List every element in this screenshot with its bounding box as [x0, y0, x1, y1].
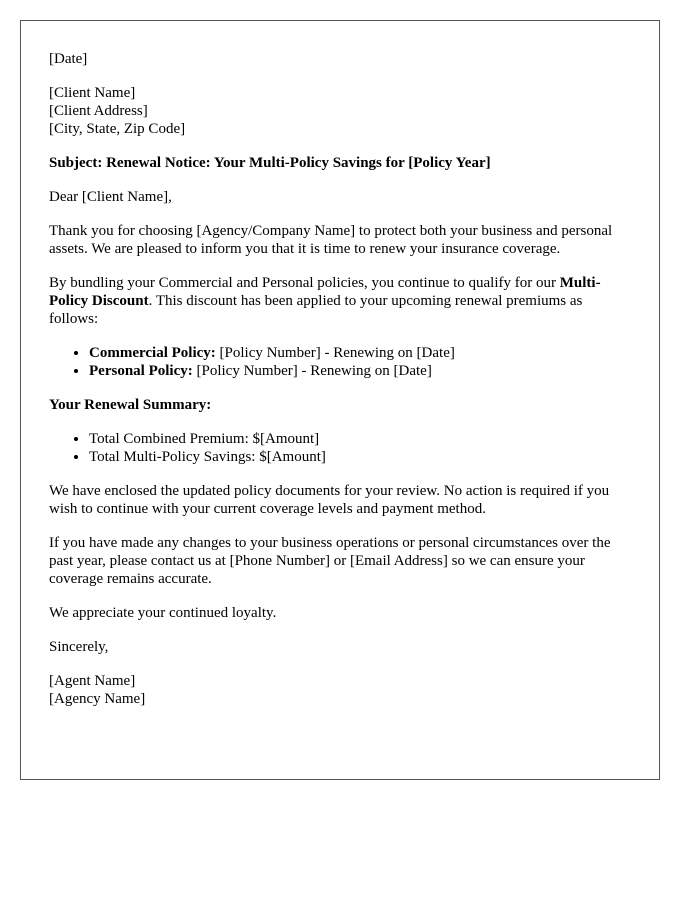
discount-name: Multi-Policy Discount	[49, 275, 601, 309]
subject-line	[49, 154, 631, 172]
policy-label: Personal Policy:	[89, 363, 193, 379]
summary-item-premium: • Total Combined Premium: $[Amount]	[89, 430, 631, 448]
policy-item-commercial	[89, 344, 631, 362]
subject-text: Subject: Renewal Notice: Your Multi-Policy Savings for [Policy Year]	[49, 155, 491, 171]
signature-block	[49, 672, 631, 708]
policy-detail: [Policy Number] - Renewing on [Date]	[192, 363, 432, 379]
letter-page	[20, 20, 660, 780]
paragraph-changes: If you have made any changes to your business operations or personal circumstances over the past year, please contact us at [Phone Number] or [Email Address] so we can ensure your coverage remains accurate.	[49, 535, 611, 587]
agent-name: [Agent Name]	[49, 673, 136, 689]
recipient-name: [Client Name]	[49, 85, 136, 101]
agency-name: [Agency Name]	[49, 691, 146, 707]
recipient-address	[49, 84, 631, 138]
paragraph-discount	[49, 274, 631, 328]
summary-list	[49, 430, 631, 466]
discount-text-after: . This discount has been applied to your upcoming renewal premiums as follows:	[49, 293, 583, 327]
discount-text-before: By bundling your Commercial and Personal policies, you continue to qualify for our	[49, 275, 560, 291]
policy-label: Commercial Policy:	[89, 345, 216, 361]
summary-heading	[49, 396, 631, 414]
policy-list	[49, 344, 631, 380]
recipient-street: [Client Address]	[49, 103, 148, 119]
closing: Sincerely,	[49, 639, 109, 655]
summary-item-savings: • Total Multi-Policy Savings: $[Amount]	[89, 448, 631, 466]
salutation: Dear [Client Name],	[49, 189, 172, 205]
recipient-city: [City, State, Zip Code]	[49, 121, 186, 137]
paragraph-documents: We have enclosed the updated policy documents for your review. No action is required if you wish to continue with your current coverage levels and payment method.	[49, 483, 610, 517]
summary-heading-text: Your Renewal Summary:	[49, 397, 212, 413]
paragraph-intro: Thank you for choosing [Agency/Company Name] to protect both your business and personal assets. We are pleased to inform you that it is time to renew your insurance coverage.	[49, 223, 613, 257]
policy-item-personal	[89, 362, 631, 380]
letter-date: [Date]	[49, 51, 88, 67]
policy-detail: [Policy Number] - Renewing on [Date]	[215, 345, 455, 361]
paragraph-appreciation: We appreciate your continued loyalty.	[49, 605, 277, 621]
